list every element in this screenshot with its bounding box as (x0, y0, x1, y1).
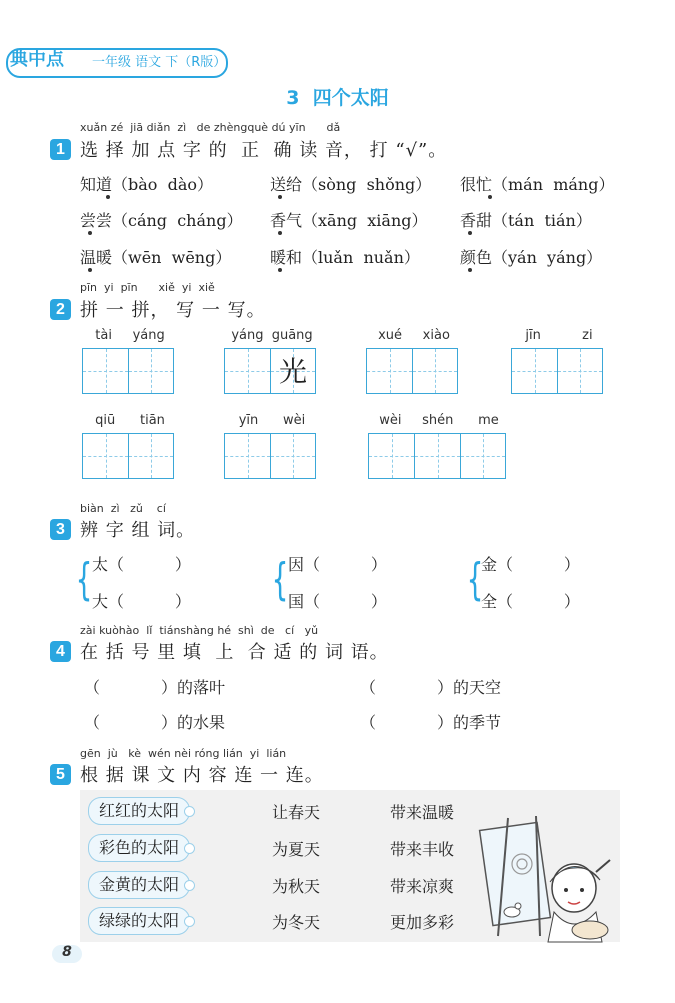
writing-grid[interactable] (224, 433, 316, 479)
q1-item: 香气（xāng xiāng） (270, 211, 428, 230)
q3-instruction: 辨 字 组 词。 (80, 520, 196, 541)
sun-option[interactable]: 绿绿的太阳 (88, 907, 190, 935)
q4-blank[interactable]: （ ）的天空 (360, 678, 502, 697)
sun-option[interactable]: 彩色的太阳 (88, 834, 190, 862)
q3-word-blank[interactable]: 因（ ） (288, 555, 387, 574)
q1-item: 送给（sòng shǒng） (270, 175, 432, 194)
emphasis-dot (106, 195, 110, 199)
q2-pinyin-label: wèi shén me (379, 413, 499, 428)
q2-pinyin-label: tài yáng (95, 328, 165, 343)
sun-option[interactable]: 金黄的太阳 (88, 871, 190, 899)
effect-option[interactable]: 更加多彩 (390, 913, 455, 932)
q4-number: 4 (50, 641, 71, 662)
brace-icon: { (271, 554, 289, 605)
brace-icon: { (75, 554, 93, 605)
q5-instruction: 根 据 课 文 内 容 连 一 连。 (80, 765, 324, 786)
effect-option[interactable]: 带来丰收 (390, 840, 455, 859)
q2-instruction: 拼 一 拼， 写 一 写。 (80, 300, 266, 321)
writing-grid[interactable] (368, 433, 506, 479)
q1-number: 1 (50, 139, 71, 160)
q3-word-blank[interactable]: 太（ ） (92, 555, 191, 574)
emphasis-dot (468, 268, 472, 272)
q1-item: 温暖（wēn wēng） (80, 248, 232, 267)
q2-pinyin: pīn yi pīn xiě yi xiě (80, 281, 215, 294)
q3-word-blank[interactable]: 国（ ） (288, 592, 387, 611)
emphasis-dot (88, 268, 92, 272)
season-option[interactable]: 为冬天 (272, 913, 321, 932)
q2-pinyin-label: yáng guāng (231, 328, 313, 343)
q1-item: 香甜（tán tián） (460, 211, 592, 230)
q4-instruction: 在 括 号 里 填 上 合 适 的 词 语。 (80, 642, 389, 663)
given-character: 光 (278, 355, 307, 388)
q4-blank[interactable]: （ ）的水果 (84, 713, 226, 732)
emphasis-dot (278, 231, 282, 235)
q2-pinyin-label: xué xiào (378, 328, 450, 343)
q2-pinyin-label: qiū tiān (95, 413, 165, 428)
sun-option[interactable]: 红红的太阳 (88, 797, 190, 825)
brace-icon: { (466, 554, 484, 605)
q3-pinyin: biàn zì zǔ cí (80, 502, 166, 515)
season-option[interactable]: 为秋天 (272, 877, 321, 896)
effect-option[interactable]: 带来凉爽 (390, 877, 455, 896)
q1-pinyin: xuǎn zé jiā diǎn zì de zhèngquè dú yīn dǎ (80, 121, 341, 134)
logo: 典中点 (10, 49, 64, 70)
season-option[interactable]: 让春天 (272, 803, 321, 822)
page-number: 8 (62, 944, 72, 960)
writing-grid[interactable] (224, 348, 316, 394)
q1-item: 颜色（yán yáng） (460, 248, 603, 267)
q5-number: 5 (50, 764, 71, 785)
q3-word-blank[interactable]: 金（ ） (481, 555, 580, 574)
q2-pinyin-label: yīn wèi (238, 413, 306, 428)
emphasis-dot (488, 195, 492, 199)
q3-word-blank[interactable]: 全（ ） (481, 592, 580, 611)
painter-illustration (478, 808, 618, 943)
effect-option[interactable]: 带来温暖 (390, 803, 455, 822)
writing-grid[interactable] (82, 433, 174, 479)
q1-item: 尝尝（cáng cháng） (80, 211, 243, 230)
writing-grid[interactable] (366, 348, 458, 394)
header-label: 一年级 语文 下（R版） (92, 55, 227, 70)
q1-item: 暖和（luǎn nuǎn） (270, 248, 420, 267)
q4-pinyin: zài kuòhào lǐ tiánshàng hé shì de cí yǔ (80, 624, 319, 637)
writing-grid[interactable] (511, 348, 603, 394)
q1-item: 很忙（mán máng） (460, 175, 615, 194)
season-option[interactable]: 为夏天 (272, 840, 321, 859)
q1-instruction: 选 择 加 点 字 的 正 确 读 音， 打 “√”。 (80, 140, 448, 161)
q3-word-blank[interactable]: 大（ ） (92, 592, 191, 611)
writing-grid[interactable] (82, 348, 174, 394)
q1-item: 知道（bào dào） (80, 175, 214, 194)
emphasis-dot (88, 231, 92, 235)
emphasis-dot (278, 195, 282, 199)
emphasis-dot (468, 231, 472, 235)
emphasis-dot (278, 268, 282, 272)
q3-number: 3 (50, 519, 71, 540)
q4-blank[interactable]: （ ）的落叶 (84, 678, 226, 697)
q5-pinyin: gēn jù kè wén nèi róng lián yi lián (80, 747, 287, 760)
q4-blank[interactable]: （ ）的季节 (360, 713, 502, 732)
q2-number: 2 (50, 299, 71, 320)
q2-pinyin-label: jīn zi (525, 328, 593, 343)
page-title: 3 四个太阳 (286, 87, 389, 109)
